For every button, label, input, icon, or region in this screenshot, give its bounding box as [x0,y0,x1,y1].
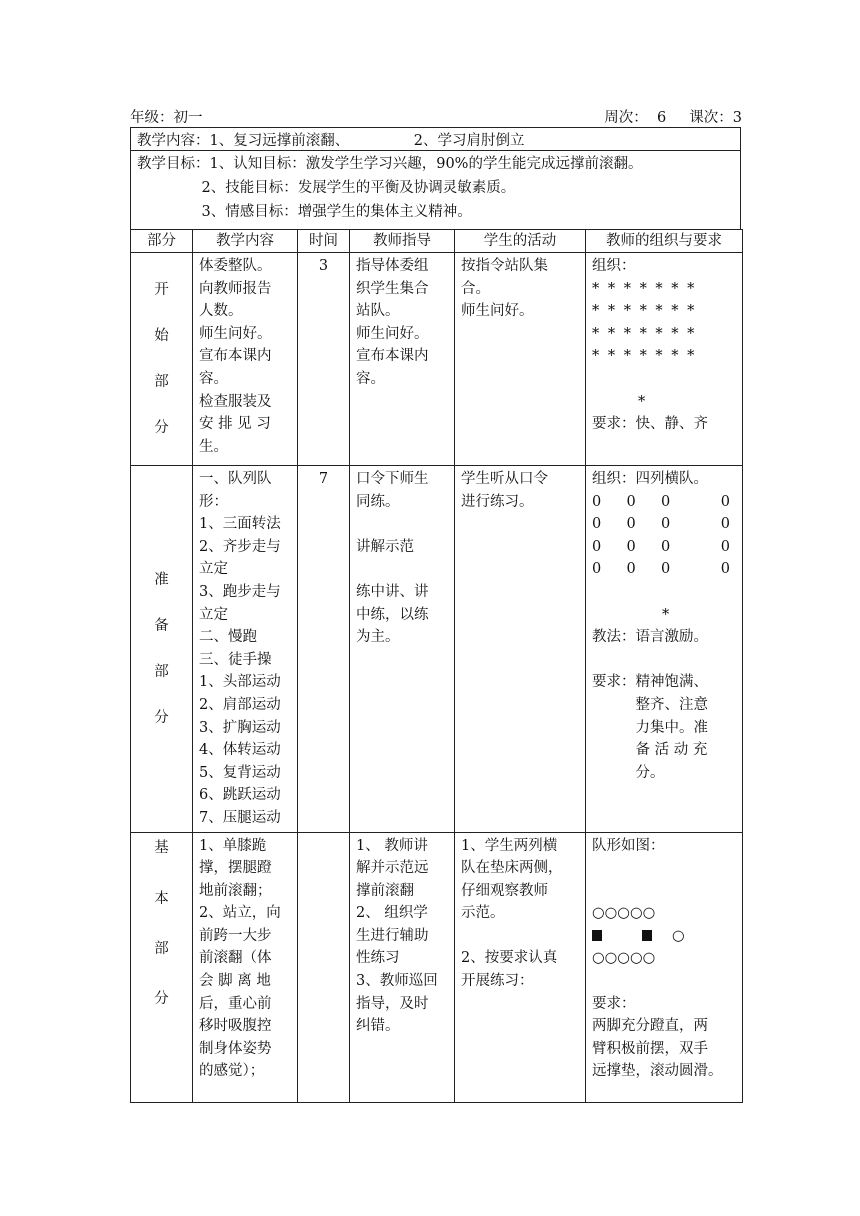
time-cell: 3 [298,253,350,466]
teacher-cell: 1、 教师讲 解并示范远 撑前滚翻 2、 组织学 生进行辅助 性练习 3、教师巡回 指导，及时 纠错。 [350,832,455,1102]
column-header: 教师指导 [350,230,455,253]
goal-line: 教学目标：1、认知目标：激发学生学习兴趣，90%的学生能完成远撑前滚翻。 [137,156,643,172]
organization-cell: 组织：四列横队。 0 0 0 0 0 0 0 0 0 0 0 0 0 0 0 0 * 教法：语言激励。 要求： 精神饱满、 整齐、注意 力集中。准 备 活 动 充 分。 [586,466,743,833]
formation-row: 0 0 0 0 [592,538,730,555]
student-cell: 学生听从口令 进行练习。 [455,466,586,833]
formation-mats: ○ [592,925,736,948]
goal-line: 3、情感目标：增强学生的集体主义精神。 [137,204,472,220]
content-cell: 体委整队。 向教师报告 人数。 师生问好。 宣布本课内 容。 检查服装及 安 排 见 习 生。 [193,253,298,466]
organization-cell: 组织： * * * * * * * * * * * * * * * * * * * * * * * * * * * * * 要求：快、静、齐 [586,253,743,466]
time-cell: 7 [298,466,350,833]
teacher-position-mark: * [638,393,646,410]
formation-stars: * * * * * * * [592,325,697,342]
mat-icon [642,930,652,941]
formation-stars: * * * * * * * [592,303,697,320]
section-cell: 开 始 部 分 [131,253,193,466]
formation-row: 0 0 0 0 [592,516,730,533]
student-cell: 按指令站队集 合。 师生问好。 [455,253,586,466]
formation-stars: * * * * * * * [592,280,697,297]
teacher-position-mark: * [662,606,670,623]
content-cell: 一、队列队 形： 1、三面转法 2、齐步走与 立定 3、跑步走与 立定 二、慢跑 三、徒手操 1、头部运动 2、肩部运动 3、扩胸运动 4、体转运动 5、复背运动 6、跳跃运动 7、压腿运动 [193,466,298,833]
table-row [131,253,743,466]
week-lesson-label: 周次： 6 课次：3 [604,110,742,126]
formation-circles: ○○○○○ [592,950,656,967]
mat-icon [592,930,602,941]
section-cell: 基 本 部 分 [131,832,193,1102]
requirements: 要求： 精神饱满、 整齐、注意 力集中。准 备 活 动 充 分。 [592,674,708,781]
column-header: 时间 [298,230,350,253]
column-header: 教学内容 [193,230,298,253]
section-cell: 准 备 部 分 [131,466,193,833]
lesson-table [130,229,743,1103]
teacher-cell: 指导体委组 织学生集合 站队。 师生问好。 宣布本课内 容。 [350,253,455,466]
table-row [131,832,743,1102]
page-header [130,106,742,126]
formation-circles: ○○○○○ [592,905,656,922]
teacher-cell: 口令下师生 同练。 讲解示范 练中讲、讲 中练，以练 为主。 [350,466,455,833]
formation-row: 0 0 0 0 [592,493,730,510]
content-cell: 1、单膝跪 撑，摆腿蹬 地前滚翻； 2、站立，向 前跨一大步 前滚翻（体 会 脚 离 地 后，重心前 移时吸腹控 制身体姿势 的感觉）； [193,832,298,1102]
grade-label: 年级：初一 [130,110,203,126]
goal-line: 2、技能目标：发展学生的平衡及协调灵敏素质。 [137,180,516,196]
table-row [131,466,743,833]
student-cell: 1、学生两列横 队在垫床两侧， 仔细观察教师 示范。 2、按要求认真 开展练习： [455,832,586,1102]
formation-stars: * * * * * * * [592,348,697,365]
table-header-row [131,230,743,253]
organization-cell: 队形如图： ○○○○○ ○ ○○○○○ 要求： 两脚充分蹬直，两 臂积极前摆，双手 远撑垫，滚动圆滑。 [586,832,743,1102]
teaching-goals [130,150,741,230]
column-header: 学生的活动 [455,230,586,253]
column-header: 部分 [131,230,193,253]
formation-row: 0 0 0 0 [592,561,730,578]
time-cell [298,832,350,1102]
teaching-content: 教学内容：1、复习远撑前滚翻、 2、学习肩肘倒立 [130,127,741,151]
column-header: 教师的组织与要求 [586,230,743,253]
